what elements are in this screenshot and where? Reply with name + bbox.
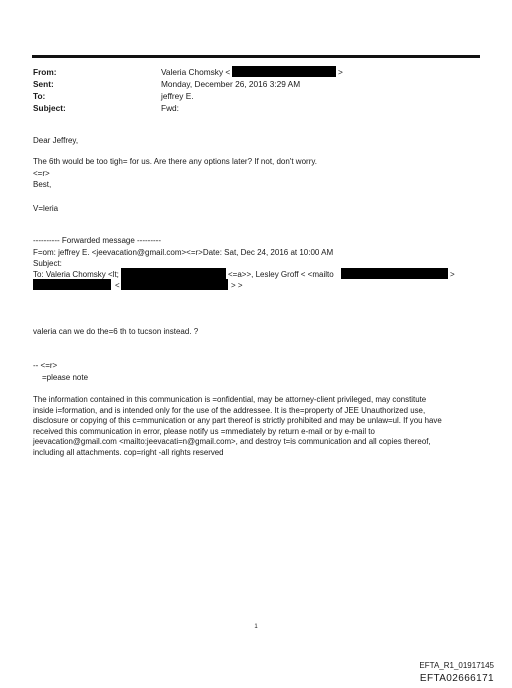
greeting: Dear Jeffrey, — [33, 136, 79, 145]
sent-value: Monday, December 26, 2016 3:29 AM — [161, 79, 301, 89]
subject-value: Fwd: — [161, 103, 179, 113]
signoff: Best, — [33, 180, 52, 189]
redaction-box — [232, 66, 336, 77]
forwarded-message: valeria can we do the=6 th to tucson instead. ? — [33, 327, 199, 336]
redaction-box — [121, 279, 228, 290]
to-value: jeffrey E. — [161, 91, 194, 101]
disclaimer-line: jeevacation@gmail.com <mailto:jeevacati=n@gmail.com>, and destroy t=is communication and all copies thereof, — [33, 437, 431, 446]
forwarded-row2-gt: > > — [231, 281, 243, 290]
sent-label: Sent: — [33, 79, 54, 89]
disclaimer-paragraph — [33, 395, 479, 458]
disclaimer-line: inside i=formation, and is intended only for the use of the addressee. It is the=property of JEE Unauthorized use, — [33, 405, 426, 415]
body-line: The 6th would be too tigh= for us. Are there any options later? If not, don't worry. — [33, 157, 317, 166]
disclaimer-line: disclosure or copying of this c=mmunication or any part thereof is strictly prohibited and may be unlaw=ul. If you have — [33, 416, 442, 425]
bates-stamp-small: EFTA_R1_01917145 — [419, 661, 494, 670]
redaction-box — [33, 279, 111, 290]
forwarded-from-line: F=om: jeffrey E. <jeevacation@gmail.com><=r>Date: Sat, Dec 24, 2016 at 10:00 AM — [33, 248, 334, 257]
redaction-box — [341, 268, 448, 279]
forwarded-row2-lt: < — [115, 281, 120, 290]
from-label: From: — [33, 67, 57, 77]
from-close: > — [338, 67, 343, 77]
from-value: Valeria Chomsky < — [161, 67, 231, 77]
forwarded-to-line: To: Valeria Chomsky <lt; — [33, 270, 119, 279]
subject-label: Subject: — [33, 103, 66, 113]
redaction-box — [121, 268, 226, 279]
to-label: To: — [33, 91, 46, 101]
header-rule — [32, 55, 480, 58]
forwarded-to-line-end: > — [450, 270, 455, 279]
disclaimer-line: including all attachments. cop=right -all rights reserved — [33, 447, 224, 457]
signature: V=leria — [33, 204, 59, 213]
forwarded-divider: ---------- Forwarded message --------- — [33, 236, 161, 245]
sig-note: =please note — [42, 373, 89, 382]
disclaimer-line: The information contained in this communication is =onfidential, may be attorney-client privileged, may constitute — [33, 395, 427, 404]
body-line: <=r> — [33, 169, 50, 178]
bates-stamp-large: EFTA02666171 — [419, 673, 494, 684]
forwarded-subject-line: Subject: — [33, 259, 62, 268]
sig-dash: -- <=r> — [33, 361, 58, 370]
page-number: 1 — [254, 624, 258, 630]
forwarded-to-line-mid: <=a>>, Lesley Groff < <mailto — [228, 270, 334, 279]
disclaimer-line: received this communication in error, please notify us =mmediately by return e-mail or by e-mail to — [33, 426, 375, 436]
